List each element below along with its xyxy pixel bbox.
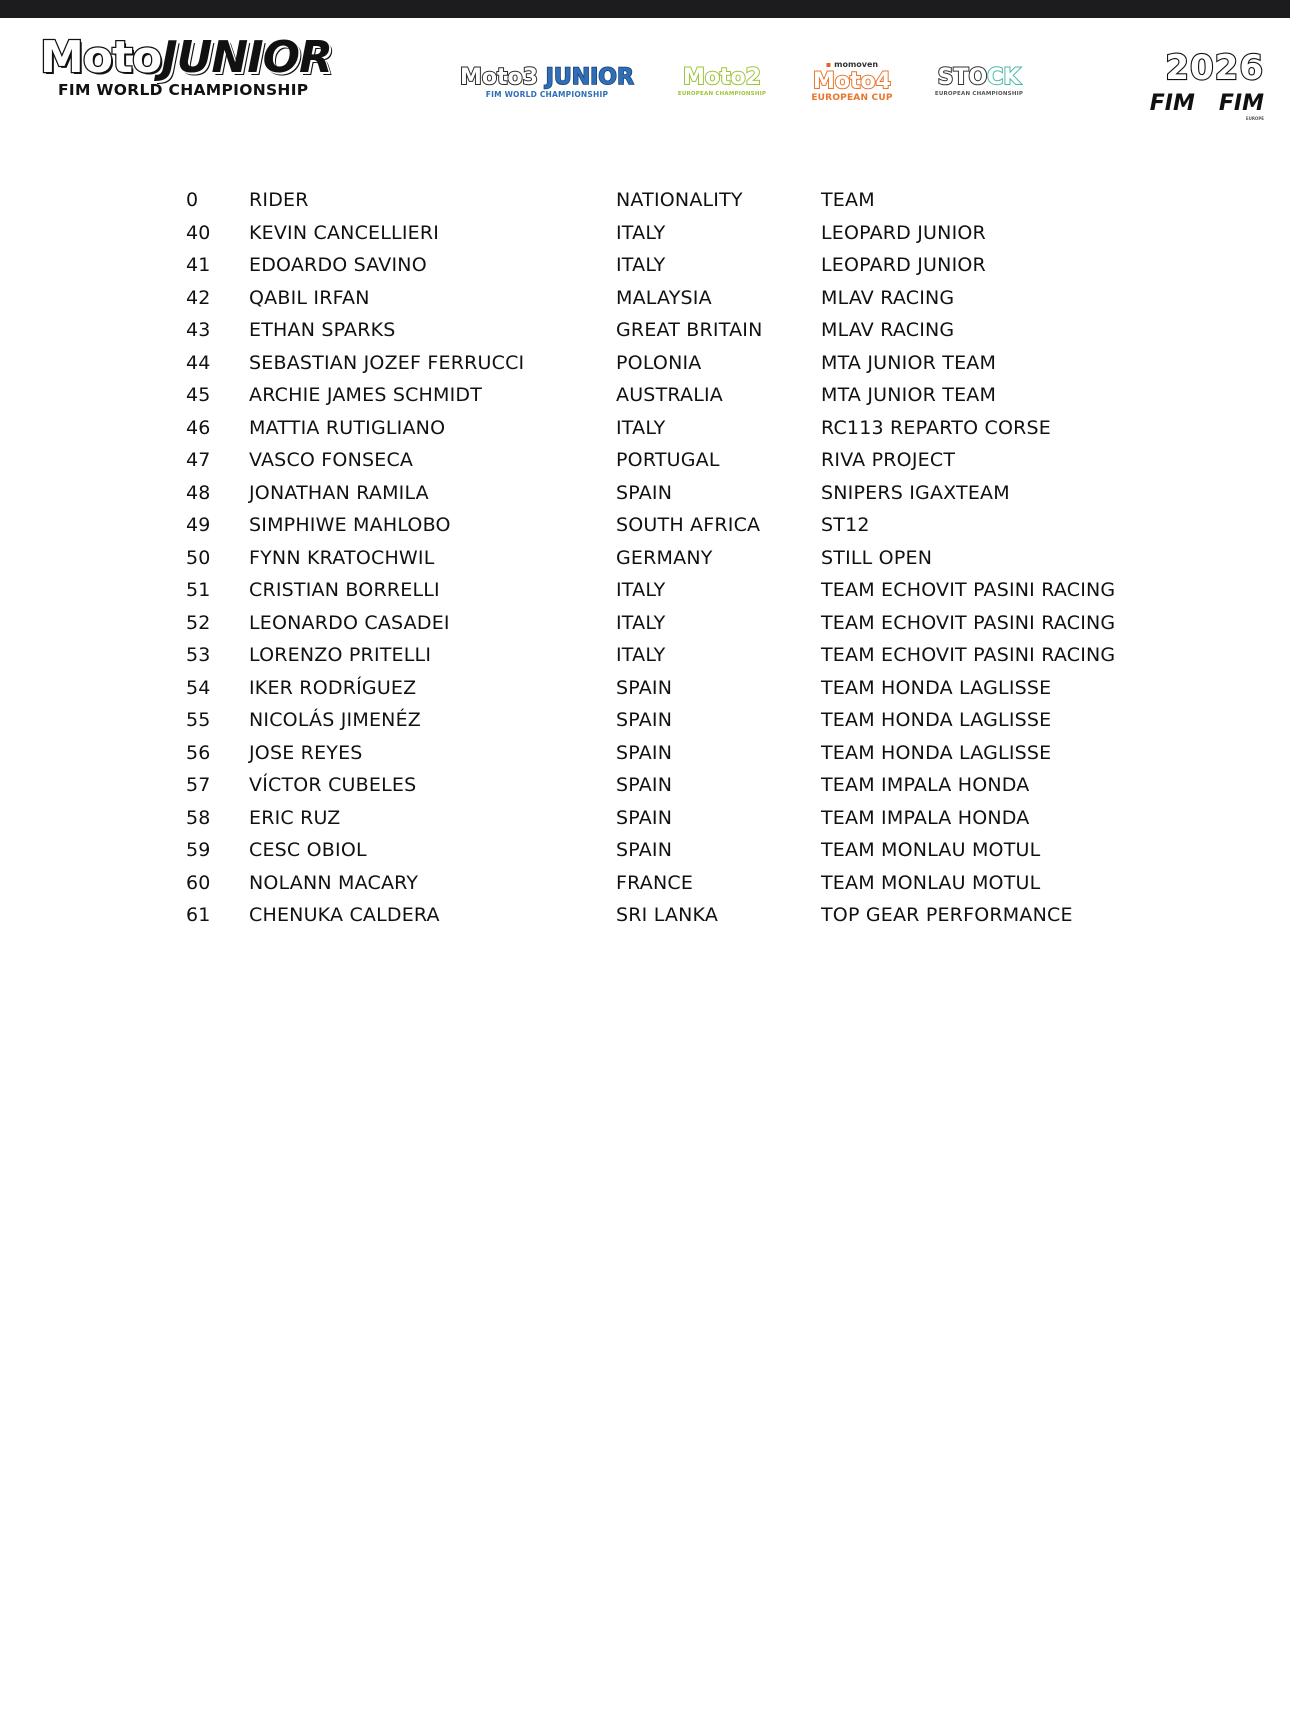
rider-nationality: GERMANY xyxy=(616,546,713,569)
rider-name: ETHAN SPARKS xyxy=(249,319,396,342)
rider-name: IKER RODRÍGUEZ xyxy=(249,676,417,699)
moto4-mark: Moto4 xyxy=(813,69,891,94)
rider-name: SEBASTIAN JOZEF FERRUCCI xyxy=(249,351,525,374)
rider-nationality: ITALY xyxy=(616,254,666,277)
rider-nationality: SPAIN xyxy=(616,676,673,699)
rider-nationality: ITALY xyxy=(616,644,666,667)
rider-team: TEAM HONDA LAGLISSE xyxy=(821,709,1052,732)
rider-number: 58 xyxy=(186,806,211,829)
rider-number: 55 xyxy=(186,709,211,732)
rider-name: CRISTIAN BORRELLI xyxy=(249,579,440,602)
rider-nationality: SPAIN xyxy=(616,839,673,862)
rider-number: 50 xyxy=(186,546,211,569)
stock-tag: EUROPEAN CHAMPIONSHIP xyxy=(934,91,1024,97)
logo-moto-text: Moto xyxy=(40,32,162,83)
rider-team: TEAM MONLAU MOTUL xyxy=(821,871,1041,894)
header-rider: RIDER xyxy=(249,189,309,212)
rider-team: TEAM IMPALA HONDA xyxy=(821,806,1030,829)
rider-team: TEAM ECHOVIT PASINI RACING xyxy=(821,611,1116,634)
moto4-sponsor-text: momoven xyxy=(834,60,879,69)
rider-team: LEOPARD JUNIOR xyxy=(821,221,986,244)
table-row xyxy=(186,379,1201,412)
table-row xyxy=(186,217,1201,250)
rider-name: KEVIN CANCELLIERI xyxy=(249,221,440,244)
rider-number: 45 xyxy=(186,384,211,407)
rider-nationality: PORTUGAL xyxy=(616,449,720,472)
rider-team: TEAM MONLAU MOTUL xyxy=(821,839,1041,862)
table-row xyxy=(186,737,1201,770)
rider-nationality: SPAIN xyxy=(616,709,673,732)
table-row xyxy=(186,607,1201,640)
logo-junior-text: JUNIOR xyxy=(161,32,332,83)
moto3-mark xyxy=(452,66,642,90)
rider-team: MLAV RACING xyxy=(821,319,955,342)
header-nationality: NATIONALITY xyxy=(616,189,743,212)
fim-logo: FIM xyxy=(1149,91,1195,116)
logo-subtitle: FIM WORLD CHAMPIONSHIP xyxy=(58,81,309,99)
rider-team: STILL OPEN xyxy=(821,546,933,569)
rider-number: 40 xyxy=(186,221,211,244)
entry-rows xyxy=(186,217,1201,932)
rider-name: VÍCTOR CUBELES xyxy=(249,774,417,797)
rider-team: LEOPARD JUNIOR xyxy=(821,254,986,277)
rider-name: MATTIA RUTIGLIANO xyxy=(249,416,446,439)
moto2-tag: EUROPEAN CHAMPIONSHIP xyxy=(677,91,767,97)
rider-number: 56 xyxy=(186,741,211,764)
rider-name: LORENZO PRITELLI xyxy=(249,644,432,667)
table-row xyxy=(186,802,1201,835)
table-row xyxy=(186,672,1201,705)
rider-nationality: ITALY xyxy=(616,416,666,439)
table-row xyxy=(186,477,1201,510)
moto2-logo xyxy=(672,66,772,110)
rider-nationality: SPAIN xyxy=(616,774,673,797)
rider-name: CESC OBIOL xyxy=(249,839,367,862)
season-year: 2026 xyxy=(1165,48,1264,88)
rider-nationality: AUSTRALIA xyxy=(616,384,723,407)
table-row xyxy=(186,444,1201,477)
rider-name: QABIL IRFAN xyxy=(249,286,370,309)
rider-nationality: POLONIA xyxy=(616,351,702,374)
rider-name: JOSE REYES xyxy=(249,741,363,764)
rider-number: 54 xyxy=(186,676,211,699)
rider-team: TOP GEAR PERFORMANCE xyxy=(821,904,1073,927)
rider-number: 51 xyxy=(186,579,211,602)
rider-nationality: ITALY xyxy=(616,221,666,244)
stock-logo xyxy=(934,66,1024,110)
moto-junior-wordmark xyxy=(40,32,350,83)
rider-team: TEAM ECHOVIT PASINI RACING xyxy=(821,644,1116,667)
header-number: 0 xyxy=(186,189,199,212)
table-row xyxy=(186,282,1201,315)
table-row xyxy=(186,347,1201,380)
table-row xyxy=(186,867,1201,900)
rider-number: 43 xyxy=(186,319,211,342)
rider-name: VASCO FONSECA xyxy=(249,449,414,472)
table-row xyxy=(186,314,1201,347)
rider-team: TEAM HONDA LAGLISSE xyxy=(821,741,1052,764)
rider-team: MLAV RACING xyxy=(821,286,955,309)
entry-list-table xyxy=(186,184,1201,932)
rider-name: NICOLÁS JIMENÉZ xyxy=(249,709,421,732)
rider-name: FYNN KRATOCHWIL xyxy=(249,546,435,569)
table-row xyxy=(186,249,1201,282)
stock-mark xyxy=(934,66,1024,90)
rider-team: MTA JUNIOR TEAM xyxy=(821,351,997,374)
rider-number: 59 xyxy=(186,839,211,862)
table-row xyxy=(186,769,1201,802)
rider-nationality: ITALY xyxy=(616,579,666,602)
rider-number: 47 xyxy=(186,449,211,472)
rider-team: MTA JUNIOR TEAM xyxy=(821,384,997,407)
rider-nationality: SOUTH AFRICA xyxy=(616,514,761,537)
moto4-tag: EUROPEAN CUP xyxy=(811,93,893,103)
rider-number: 42 xyxy=(186,286,211,309)
moto3-junior-logo xyxy=(452,66,642,110)
fim-logos xyxy=(1150,92,1264,121)
rider-number: 44 xyxy=(186,351,211,374)
moto3-text: Moto3 xyxy=(460,65,538,90)
moto-junior-logo xyxy=(40,32,350,116)
rider-team: RIVA PROJECT xyxy=(821,449,956,472)
rider-name: JONATHAN RAMILA xyxy=(249,481,429,504)
rider-name: SIMPHIWE MAHLOBO xyxy=(249,514,451,537)
rider-name: LEONARDO CASADEI xyxy=(249,611,450,634)
rider-number: 61 xyxy=(186,904,211,927)
rider-nationality: MALAYSIA xyxy=(616,286,712,309)
rider-number: 49 xyxy=(186,514,211,537)
rider-team: TEAM ECHOVIT PASINI RACING xyxy=(821,579,1116,602)
moto4-sponsor: ▪ momoven xyxy=(825,60,879,69)
stock-ck-text: CK xyxy=(987,65,1021,90)
rider-team: SNIPERS IGAXTEAM xyxy=(821,481,1010,504)
rider-nationality: GREAT BRITAIN xyxy=(616,319,763,342)
rider-team: TEAM IMPALA HONDA xyxy=(821,774,1030,797)
rider-name: CHENUKA CALDERA xyxy=(249,904,440,927)
header-team: TEAM xyxy=(821,189,875,212)
rider-name: ERIC RUZ xyxy=(249,806,341,829)
rider-team: TEAM HONDA LAGLISSE xyxy=(821,676,1052,699)
table-header-row xyxy=(186,184,1201,217)
moto3-tag: FIM WORLD CHAMPIONSHIP xyxy=(485,90,609,99)
fim-europe-logo xyxy=(1219,92,1264,121)
table-row xyxy=(186,509,1201,542)
table-row xyxy=(186,542,1201,575)
rider-team: RC113 REPARTO CORSE xyxy=(821,416,1051,439)
moto2-mark: Moto2 xyxy=(683,65,761,90)
table-row xyxy=(186,704,1201,737)
rider-name: ARCHIE JAMES SCHMIDT xyxy=(249,384,483,407)
rider-number: 52 xyxy=(186,611,211,634)
rider-name: NOLANN MACARY xyxy=(249,871,419,894)
rider-nationality: SRI LANKA xyxy=(616,904,719,927)
moto4-logo xyxy=(800,60,904,104)
rider-number: 53 xyxy=(186,644,211,667)
table-row xyxy=(186,639,1201,672)
table-row xyxy=(186,899,1201,932)
table-row xyxy=(186,834,1201,867)
top-bar xyxy=(0,0,1290,18)
moto3-junior-text: JUNIOR xyxy=(545,65,634,90)
rider-nationality: ITALY xyxy=(616,611,666,634)
rider-name: EDOARDO SAVINO xyxy=(249,254,427,277)
rider-nationality: FRANCE xyxy=(616,871,694,894)
rider-team: ST12 xyxy=(821,514,870,537)
fim-europe-text: FIM xyxy=(1218,91,1264,116)
table-row xyxy=(186,412,1201,445)
rider-nationality: SPAIN xyxy=(616,806,673,829)
stock-sto-text: STO xyxy=(937,65,988,90)
rider-number: 48 xyxy=(186,481,211,504)
rider-number: 60 xyxy=(186,871,211,894)
rider-number: 46 xyxy=(186,416,211,439)
table-row xyxy=(186,574,1201,607)
rider-number: 57 xyxy=(186,774,211,797)
rider-nationality: SPAIN xyxy=(616,741,673,764)
rider-nationality: SPAIN xyxy=(616,481,673,504)
fim-europe-sub: EUROPE xyxy=(1245,116,1264,121)
rider-number: 41 xyxy=(186,254,211,277)
